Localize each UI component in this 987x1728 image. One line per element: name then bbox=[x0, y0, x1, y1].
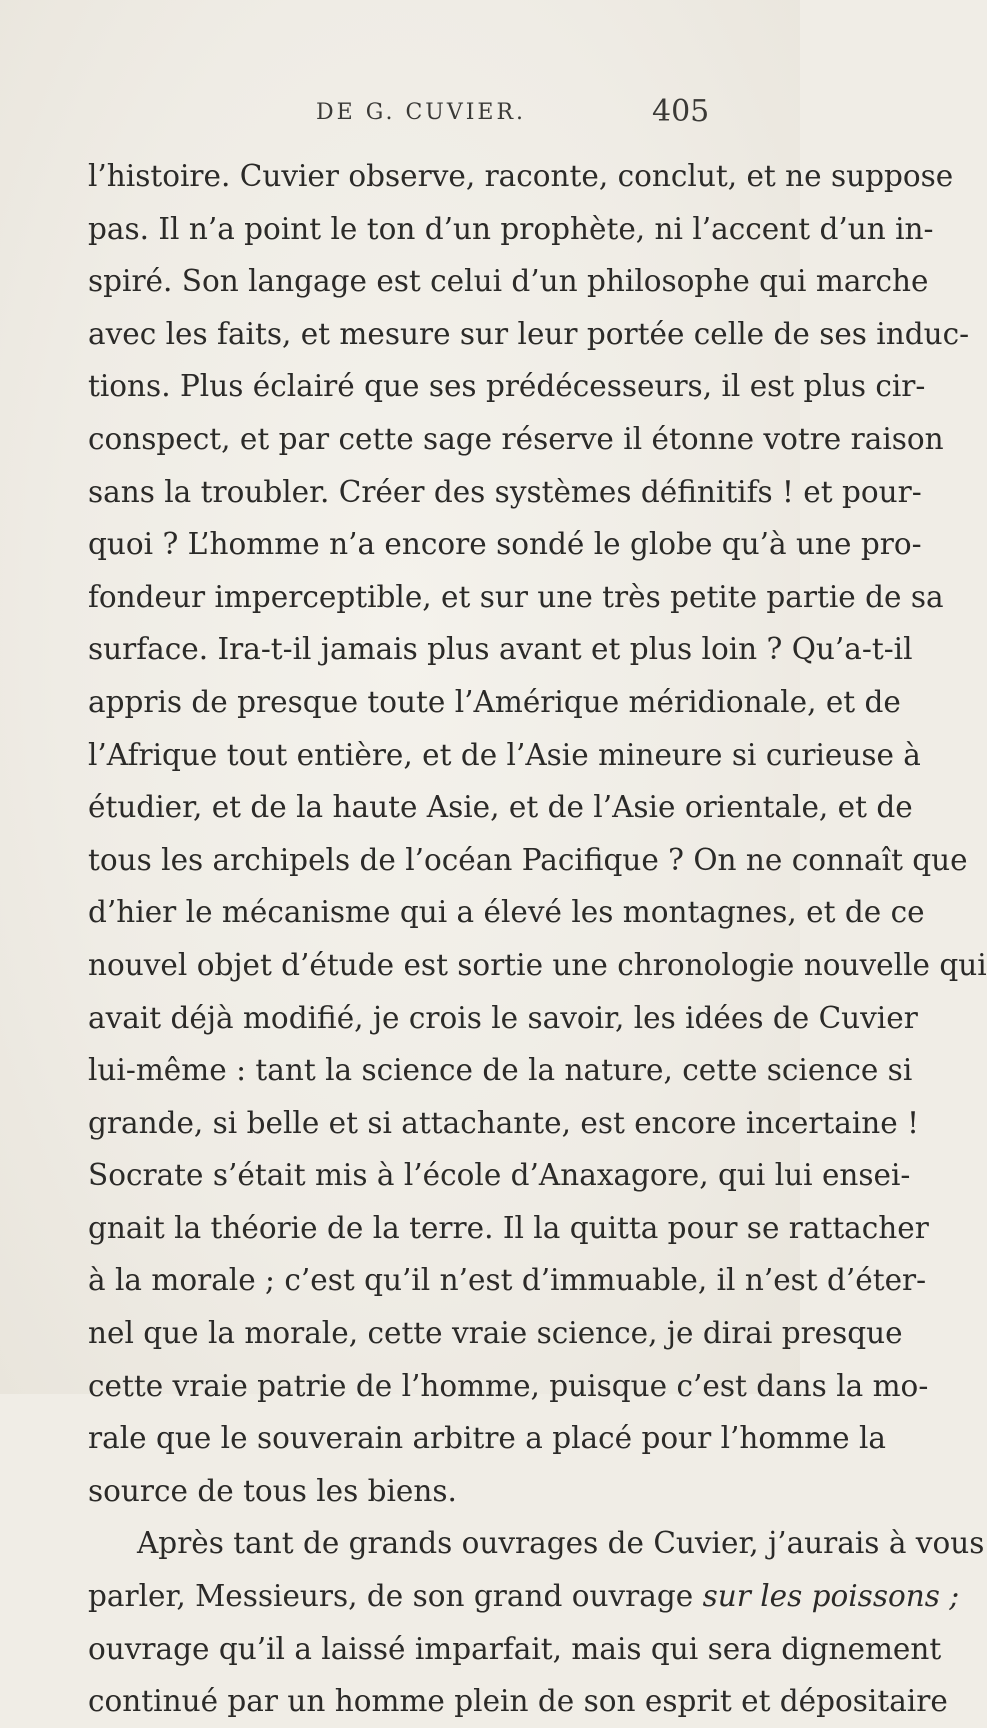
text-line: quoi ? L’homme n’a encore sondé le globe qu’à une pro- bbox=[88, 527, 922, 562]
text-line: source de tous les biens. bbox=[88, 1473, 457, 1508]
text-line: grande, si belle et si attachante, est encore incertaine ! bbox=[88, 1105, 919, 1140]
text-line: à la morale ; c’est qu’il n’est d’immuable, il n’est d’éter- bbox=[88, 1263, 927, 1298]
text-line: continué par un homme plein de son esprit et dépositaire bbox=[88, 1684, 948, 1719]
text-line: sans la troubler. Créer des systèmes définitifs ! et pour- bbox=[88, 474, 922, 509]
text-line: lui-même : tant la science de la nature, cette science si bbox=[88, 1053, 913, 1088]
text-line: fondeur imperceptible, et sur une très petite partie de sa bbox=[88, 579, 944, 614]
text-line: l’Afrique tout entière, et de l’Asie mineure si curieuse à bbox=[88, 737, 921, 772]
text-line: avec les faits, et mesure sur leur portée celle de ses induc- bbox=[88, 316, 970, 351]
text-line: tous les archipels de l’océan Pacifique ? On ne connaît que bbox=[88, 842, 968, 877]
text-line: Socrate s’était mis à l’école d’Anaxagore, qui lui ensei- bbox=[88, 1158, 911, 1193]
text-segment: parler, Messieurs, de son grand ouvrage bbox=[88, 1579, 703, 1614]
text-line bbox=[88, 1570, 960, 1623]
text-line: spiré. Son langage est celui d’un philosophe qui marche bbox=[88, 264, 929, 299]
text-line: avait déjà modifié, je crois le savoir, les idées de Cuvier bbox=[88, 1000, 918, 1035]
text-line: rale que le souverain arbitre a placé pour l’homme la bbox=[88, 1421, 886, 1456]
page-number: 405 bbox=[652, 94, 710, 129]
body-text bbox=[88, 150, 987, 1728]
text-line: gnait la théorie de la terre. Il la quitta pour se rattacher bbox=[88, 1210, 929, 1245]
text-line: appris de presque toute l’Amérique méridionale, et de bbox=[88, 684, 901, 719]
text-line: étudier, et de la haute Asie, et de l’Asie orientale, et de bbox=[88, 790, 913, 825]
text-line: ouvrage qu’il a laissé imparfait, mais qui sera dignement bbox=[88, 1631, 942, 1666]
text-line: cette vraie patrie de l’homme, puisque c’est dans la mo- bbox=[88, 1368, 929, 1403]
text-line: nel que la morale, cette vraie science, je dirai presque bbox=[88, 1316, 903, 1351]
paragraph-first-line: Après tant de grands ouvrages de Cuvier, j’aurais à vous bbox=[137, 1526, 985, 1561]
italic-title: sur les poissons ; bbox=[702, 1579, 960, 1614]
running-head: DE G. CUVIER. bbox=[316, 100, 527, 125]
text-line: d’hier le mécanisme qui a élevé les montagnes, et de ce bbox=[88, 895, 925, 930]
text-line: surface. Ira-t-il jamais plus avant et plus loin ? Qu’a-t-il bbox=[88, 632, 913, 667]
text-line: nouvel objet d’étude est sortie une chronologie nouvelle qui bbox=[88, 947, 987, 982]
text-line: l’histoire. Cuvier observe, raconte, conclut, et ne suppose bbox=[88, 159, 954, 193]
text-line: conspect, et par cette sage réserve il étonne votre raison bbox=[88, 421, 944, 456]
text-line: pas. Il n’a point le ton d’un prophète, ni l’accent d’un in- bbox=[88, 211, 934, 246]
text-line: tions. Plus éclairé que ses prédécesseurs, il est plus cir- bbox=[88, 369, 926, 404]
